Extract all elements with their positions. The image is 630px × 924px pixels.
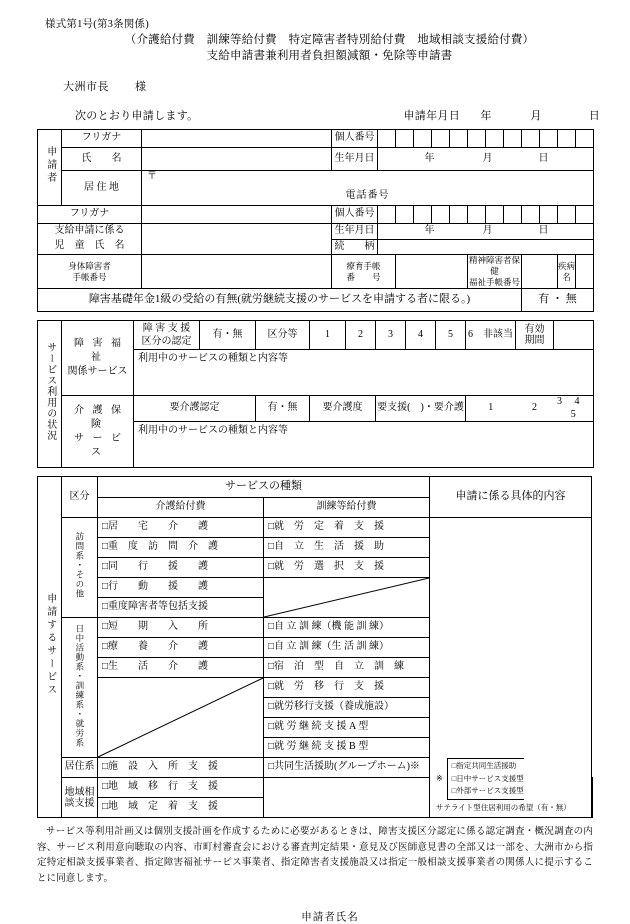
child-furigana-row [38,206,594,224]
child-mynumber-cell[interactable] [558,206,576,224]
detail-col-header: 申請に係る具体的内容 [430,477,592,518]
disease-label: 疾病名 [558,255,576,289]
form-title-line1: （介護給付費 訓練等給付費 特定障害者特別給付費 地域相談支援給付費） [124,34,535,46]
birth-month: 月 [482,152,493,164]
regional-kunren-blank [264,778,430,818]
checkbox-icon: □ [102,781,109,793]
checkbox-chiiki-ikou-shien[interactable]: □地 域 移 行 支 援 [98,778,264,798]
checkbox-kodo-engo[interactable]: □行 動 援 護 [98,578,264,598]
kubun-header: 区分 [62,477,98,518]
note-item-1: □日中サービス支援型 [451,773,524,783]
kunren-col-header: 訓練等給付費 [264,498,430,518]
mynumber-cell[interactable] [522,130,540,148]
checkbox-icon: □ [268,641,275,653]
child-name-value[interactable] [142,224,332,255]
apply-date-month: 月 [530,110,542,122]
applicant-residence-label: 居 住 地 [62,171,142,206]
apply-date-label: 申請年月日 [403,110,460,122]
checkbox-kyodo-seikatsu-enjo[interactable]: □共同生活援助(グループホーム)※ [264,758,430,778]
checkbox-seikatsu-kaigo[interactable]: □生 活 介 護 [98,658,264,678]
applicant-furigana-label: フリガナ [62,130,142,148]
addressee-honorific: 様 [135,81,147,93]
child-mynumber-cell[interactable] [504,206,522,224]
checkbox-doko-engo[interactable]: □同 行 援 護 [98,558,264,578]
checkbox-icon: □ [102,661,109,673]
welfare-service-label: 障 害 福 祉 関係サービス [62,321,134,396]
checkbox-icon: □ [268,621,275,633]
mynumber-cell[interactable] [396,130,414,148]
checkbox-icon: □ [102,801,109,813]
care-degree-1[interactable]: 1 [466,396,516,422]
mynumber-cell[interactable] [432,130,450,148]
ryoiku-handbook-label: 療育手帳 番 号 [332,255,396,289]
category-value-3[interactable]: 3 [376,321,406,350]
child-mynumber-cell[interactable] [468,206,486,224]
checkbox-icon: □ [268,661,275,673]
checkbox-jiritsu-kunren-seikatsu[interactable]: □自 立 訓 練（生 活 訓 練） [264,638,430,658]
signature-label: 申請者氏名 [301,912,359,923]
kaigo-blank-diagonal-2 [98,678,264,758]
child-mynumber-cell[interactable] [432,206,450,224]
category-value-2[interactable]: 2 [346,321,376,350]
group-label-regional-consult: 地域相 談支援 [62,778,98,818]
service-header-row-1 [38,477,593,498]
regional-detail-blank[interactable] [592,778,593,818]
group-label-residential: 居住系 [62,758,98,778]
checkbox-shuro-keizoku-shien-a[interactable]: □就 労 継 続 支 援 A 型 [264,718,430,738]
care-cert-umu[interactable]: 有・無 [256,396,310,422]
ryoiku-handbook-value[interactable] [396,255,468,289]
service-type-header: サービスの種類 [98,477,430,498]
mynumber-cell[interactable] [468,130,486,148]
child-relation-label: 続 柄 [332,239,378,255]
checkbox-shukuhakugata-jiritsu-kunren[interactable]: □宿 泊 型 自 立 訓 練 [264,658,430,678]
mynumber-cell[interactable] [414,130,432,148]
checkbox-icon: □ [102,581,109,593]
child-mynumber-cell[interactable] [414,206,432,224]
child-name-label-line2: 児 童 氏 名 [38,239,142,255]
apply-date-year: 年 [480,110,492,122]
checkbox-icon: □ [102,621,109,633]
checkbox-icon: □ [102,641,109,653]
kunren-blank-diagonal-1 [264,578,430,618]
mental-handbook-label: 精神障害者保健 福祉手帳番号 [468,255,520,287]
checkbox-ryoyo-kaigo[interactable]: □療 養 介 護 [98,638,264,658]
child-furigana-label: フリガナ [38,206,142,224]
applicant-row-label: 申請者 [38,130,62,206]
consent-text: サービス等利用計画又は個別支援計画を作成するために必要があるときは、障害支援区分認定に係る認定調査・概況調査の内容、サービス利用意向聴取の内容、市町村審査会における審査判定結果・意見及び医師意見書の全部又は一部を、大洲市から指定特定相談支援事業者、指定障害福祉サービス事業者、指定障害者支援施設又は指定一般相談支援事業者の関係人に提示することに同意します。 [37,827,593,884]
care-cert-label: 要介護認定 [134,396,256,422]
applicant-name-label: 氏 名 [62,148,142,171]
form-title-line2: 支給申請書兼利用者負担額減額・免除等申請書 [206,50,453,62]
care-degree-rest[interactable]: 3 4 5 [554,396,594,422]
postal-mark: 〒 [147,171,157,182]
physical-handbook-label: 身体障害者 手帳番号 [38,255,142,289]
signature-line [0,909,630,924]
welfare-inuse-note[interactable]: 利用中のサービスの種類と内容等 [134,350,594,396]
pension-question: 障害基礎年金1級の受給の有無(就労継続支援のサービスを申請する者に限る。) [38,289,522,312]
care-degree-label: 要介護度 [310,396,376,422]
detail-content-cell[interactable] [430,518,592,818]
checkbox-icon: □ [102,521,109,533]
mynumber-cell[interactable] [486,130,504,148]
form-number: 様式第1号(第3条関係) [45,19,149,30]
apply-statement-row [45,107,600,123]
service-row [38,518,593,538]
checkbox-shuro-ikou-shien-yousei[interactable]: □就労移行支援（養成施設） [264,698,430,718]
category-value-4[interactable]: 4 [406,321,436,350]
checkbox-shuro-keizoku-shien-b[interactable]: □就 労 継 続 支 援 B 型 [264,738,430,758]
applied-services-table [37,476,593,818]
checkbox-icon: □ [102,561,109,573]
child-mynumber-cell[interactable] [378,206,396,224]
checkbox-kyotaku-kaigo[interactable]: □居 宅 介 護 [98,518,264,538]
category-value-1[interactable]: 1 [310,321,346,350]
care-degree-2[interactable]: 2 [516,396,554,422]
checkbox-icon: □ [268,681,275,693]
disability-cert-umu[interactable]: 有・無 [200,321,256,350]
care-cert-row [38,396,594,422]
checkbox-chiiki-teichaku-shien[interactable]: □地 域 定 着 支 援 [98,798,264,818]
child-mynumber-cell[interactable] [576,206,594,224]
telephone-label: 電話番号 [345,189,390,201]
note-item-2: □外部サービス支援型 [451,786,524,795]
checkbox-icon: □ [102,541,109,553]
child-name-row-1 [38,224,594,240]
applicant-name-value[interactable] [142,148,332,171]
applicant-name-row [38,148,594,171]
checkbox-shuro-sentaku-shien[interactable]: □就 労 選 択 支 援 [264,558,430,578]
checkbox-icon: □ [102,601,109,613]
child-name-label-line1: 支給申請に係る [38,224,142,240]
mynumber-cell[interactable] [558,130,576,148]
checkbox-icon: □ [451,773,457,783]
valid-period-value[interactable] [554,321,594,350]
consent-paragraph [37,825,593,887]
checkbox-icon: □ [268,741,275,753]
child-birth-value[interactable] [378,224,594,240]
applicant-mynumber-label: 個人番号 [332,130,378,148]
welfare-cert-row [38,321,594,350]
disability-category-cert-label: 障 害 支 援 区分の認定 [134,321,200,350]
checkbox-icon: □ [268,761,275,773]
status-vertical-label: サービス利用の状況 [38,321,62,468]
note-mark: ※ [436,773,443,783]
applicant-residence-value[interactable] [142,171,594,206]
checkbox-icon: □ [102,761,109,773]
child-mynumber-cell[interactable] [450,206,468,224]
mynumber-cell[interactable] [576,130,594,148]
child-birth-month: 月 [482,225,493,236]
service-status-table [37,320,594,468]
note-item-0: □指定共同生活援助 [451,761,517,770]
group-label-daytime: 日中活動系・訓練系・就労系 [62,618,98,758]
satellite-housing-note: サテライト型住居利用の希望（有・無） [436,802,571,812]
addressee-name: 大洲市長 [63,81,109,93]
applicant-table [37,129,594,312]
category-value-6[interactable]: 6 非該当 [466,321,516,350]
category-label: 区分等 [256,321,310,350]
mental-handbook-value[interactable] [522,255,558,289]
applicant-residence-row [38,171,594,206]
applicant-furigana-row [38,130,594,148]
disease-value[interactable] [576,255,594,289]
handbook-row [38,255,594,289]
apply-statement: 次のとおり申請します。 [75,110,199,122]
checkbox-jiritsu-kunren-kino[interactable]: □自 立 訓 練（機 能 訓 練） [264,618,430,638]
services-vertical-label: 申請するサービス [38,477,62,818]
pension-row [38,289,594,312]
mynumber-cell[interactable] [378,130,396,148]
care-insurance-label: 介 護 保 険 サ ー ビ ス [62,396,134,468]
checkbox-icon: □ [268,541,275,553]
mynumber-cell[interactable] [504,130,522,148]
physical-handbook-value[interactable] [142,255,332,289]
checkbox-icon: □ [268,701,275,713]
checkbox-icon: □ [451,761,457,770]
checkbox-icon: □ [268,561,275,573]
group-label-homecare: 訪問系・その他 [62,518,98,618]
care-degree-text[interactable]: 要支援( )・要介護 [376,396,466,422]
checkbox-icon: □ [451,786,457,795]
mynumber-cell[interactable] [450,130,468,148]
group-home-note [436,758,571,814]
applicant-birth-value[interactable] [378,148,594,171]
child-birth-day: 日 [538,225,549,236]
mynumber-cell[interactable] [540,130,558,148]
checkbox-judo-homon-kaigo[interactable]: □重 度 訪 問 介 護 [98,538,264,558]
child-furigana-value[interactable] [142,206,332,224]
checkbox-shuro-teichaku-shien[interactable]: □就 労 定 着 支 援 [264,518,430,538]
applicant-furigana-value[interactable] [142,130,332,148]
checkbox-icon: □ [268,721,275,733]
child-mynumber-cell[interactable] [396,206,414,224]
child-mynumber-cell[interactable] [540,206,558,224]
child-mynumber-cell[interactable] [522,206,540,224]
child-mynumber-cell[interactable] [486,206,504,224]
child-birth-label: 生年月日 [332,224,378,240]
checkbox-shisetsu-nyusho-shien[interactable]: □施 設 入 所 支 援 [98,758,264,778]
birth-day: 日 [538,152,549,164]
category-value-5[interactable]: 5 [436,321,466,350]
birth-year: 年 [424,152,435,164]
care-inuse-note[interactable]: 利用中のサービスの種類と内容等 [134,422,594,468]
form-header [0,0,630,123]
addressee [45,78,600,94]
checkbox-jiritsu-seikatsu-enjo[interactable]: □自 立 生 活 援 助 [264,538,430,558]
child-relation-value[interactable] [378,239,594,255]
pension-choice[interactable]: 有 ・ 無 [522,289,594,312]
kaigo-col-header: 介護給付費 [98,498,264,518]
valid-period-label: 有効 期間 [516,321,554,350]
child-mynumber-label: 個人番号 [332,206,378,224]
applicant-birth-label: 生年月日 [332,148,378,171]
apply-date-day: 日 [588,110,600,122]
child-birth-year: 年 [424,225,435,236]
checkbox-shuro-ikou-shien[interactable]: □就 労 移 行 支 援 [264,678,430,698]
checkbox-judo-shogaisha-hokatsu-shien[interactable]: □重度障害者等包括支援 [98,598,264,618]
checkbox-icon: □ [268,521,275,533]
checkbox-tanki-nyusho[interactable]: □短 期 入 所 [98,618,264,638]
